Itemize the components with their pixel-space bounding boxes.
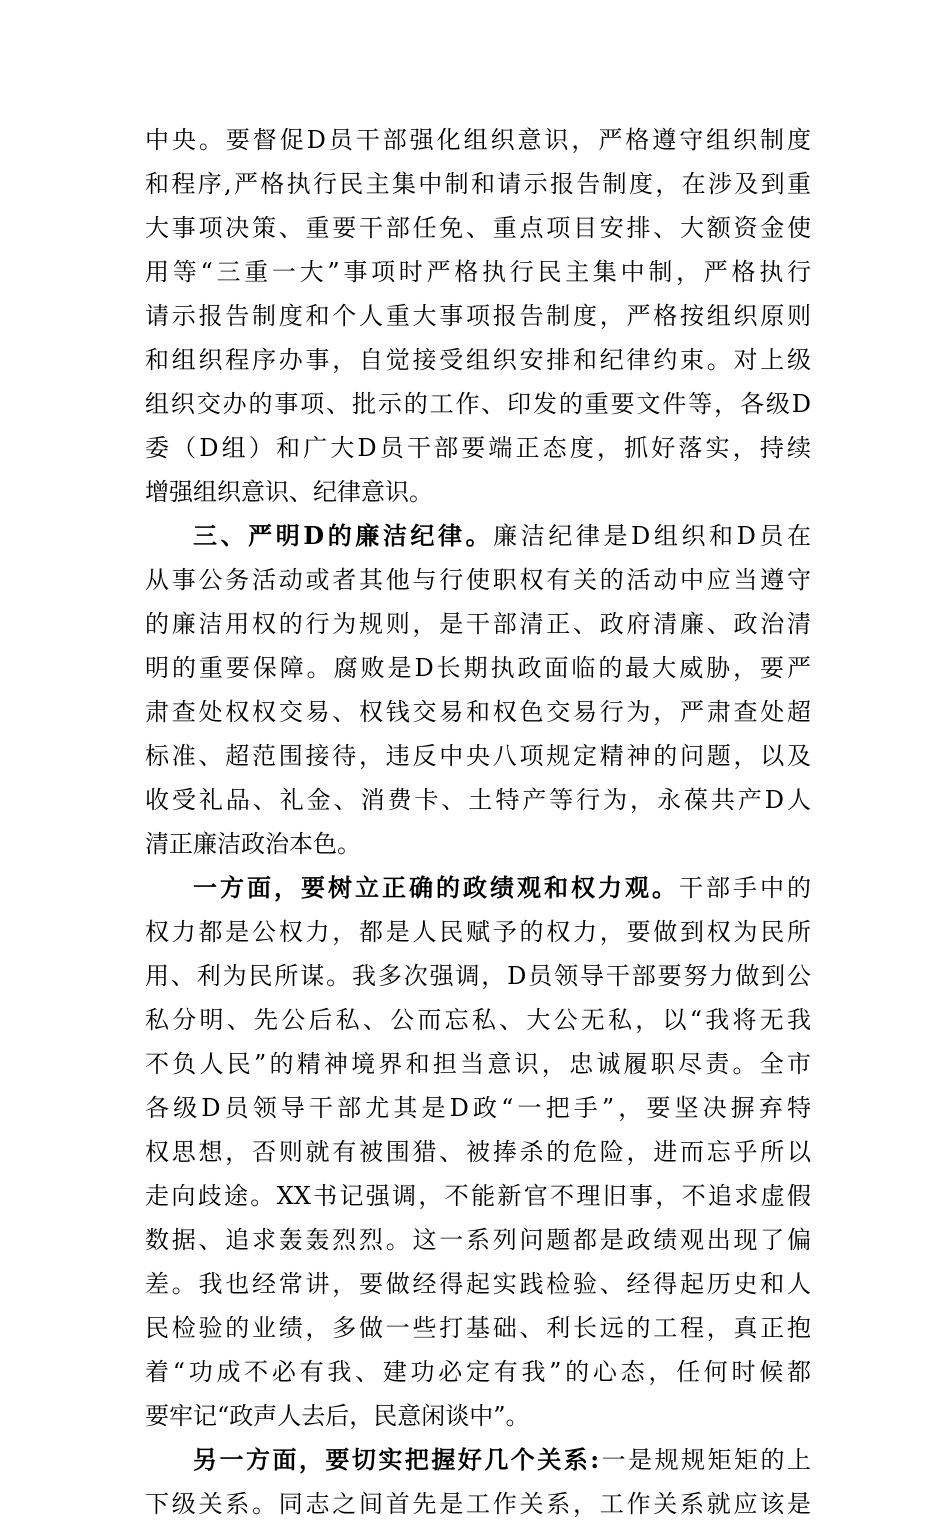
text-line: 和组织程序办事，自觉接受组织安排和纪律约束。对上级 [145,346,811,374]
paragraph-4 [145,1438,811,1526]
text-line: 权力都是公权力，都是人民赋予的权力，要做到权为民所 [145,918,811,946]
text-line: 要牢记“政声人去后，民意闲谈中”。 [145,1402,530,1430]
paragraph-3 [145,866,811,1438]
text-line: 用等“三重一大”事项时严格执行民主集中制，严格执行 [145,258,811,286]
section-heading: 另一方面，要切实把握好几个关系: [193,1445,600,1474]
document-body [145,118,811,1526]
paragraph-first-line [145,514,811,558]
text-line: 明的重要保障。腐败是D长期执政面临的最大威胁，要严 [145,654,811,682]
paragraph-first-line [145,1438,811,1482]
paragraph-1 [145,118,811,514]
text-line: 各级D员领导干部尤其是D政“一把手”，要坚决摒弃特 [145,1094,811,1122]
text-line: 委（D组）和广大D员干部要端正态度，抓好落实，持续 [145,434,811,462]
text-line: 大事项决策、重要干部任免、重点项目安排、大额资金使 [145,214,811,242]
text-line: 用、利为民所谋。我多次强调，D员领导干部要努力做到公 [145,962,811,990]
text-line: 标准、超范围接待，违反中央八项规定精神的问题，以及 [145,742,811,770]
section-heading: 三、严明D的廉洁纪律。 [193,521,494,550]
text-line: 数据、追求轰轰烈烈。这一系列问题都是政绩观出现了偏 [145,1226,811,1254]
text-line: 不负人民”的精神境界和担当意识，忠诚履职尽责。全市 [145,1050,811,1078]
section-heading: 一方面，要树立正确的政绩观和权力观。 [193,873,679,902]
text-line: 收受礼品、礼金、消费卡、土特产等行为，永葆共产D人 [145,786,811,814]
text-run: 干部手中的 [679,874,811,902]
text-line: 组织交办的事项、批示的工作、印发的重要文件等，各级D [145,390,811,418]
text-line: 的廉洁用权的行为规则，是干部清正、政府清廉、政治清 [145,610,811,638]
text-line: 权思想，否则就有被围猎、被捧杀的危险，进而忘乎所以 [145,1138,811,1166]
paragraph-first-line [145,866,811,910]
text-line: 下级关系。同志之间首先是工作关系，工作关系就应该是 [145,1490,811,1518]
text-line: 增强组织意识、纪律意识。 [145,478,433,506]
text-line: 清正廉洁政治本色。 [145,830,361,858]
text-line: 从事公务活动或者其他与行使职权有关的活动中应当遵守 [145,566,811,594]
text-line: 差。我也经常讲，要做经得起实践检验、经得起历史和人 [145,1270,811,1298]
text-line: 走向歧途。XX书记强调，不能新官不理旧事，不追求虚假 [145,1182,811,1210]
text-line: 请示报告制度和个人重大事项报告制度，严格按组织原则 [145,302,811,330]
text-line: 肃查处权权交易、权钱交易和权色交易行为，严肃查处超 [145,698,811,726]
paragraph-2 [145,514,811,866]
text-line: 着“功成不必有我、建功必定有我”的心态，任何时候都 [145,1358,811,1386]
text-line: 私分明、先公后私、公而忘私、大公无私，以“我将无我 [145,1006,811,1034]
text-line: 和程序,严格执行民主集中制和请示报告制度，在涉及到重 [145,170,811,198]
text-run: 廉洁纪律是D组织和D员在 [493,522,811,550]
text-run: 一是规规矩矩的上 [599,1446,811,1474]
text-line: 中央。要督促D员干部强化组织意识，严格遵守组织制度 [145,126,811,154]
text-line: 民检验的业绩，多做一些打基础、利长远的工程，真正抱 [145,1314,811,1342]
